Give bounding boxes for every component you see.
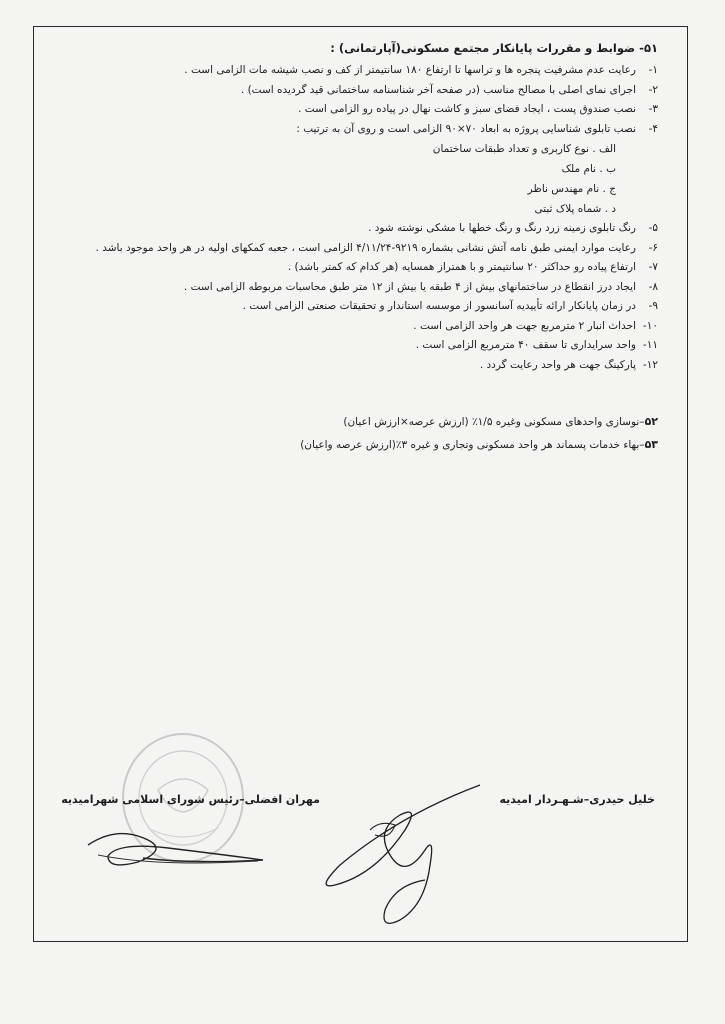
item-text: نصب تابلوی شناسایی پروژه به ابعاد ۷۰×۹۰ الزامی است و روی آن به ترتیب : [296,122,636,135]
list-item [46,258,658,278]
section-51 [46,40,658,375]
item-list-1 [46,61,658,139]
sub-item-list [46,139,658,219]
sub-item: ج . نام مهندس ناظر [527,183,616,195]
sub-item: ب . نام ملک [561,163,616,175]
section-53-text: –بهاء خدمات پسماند هر واحد مسکونی وتجاری و غیره ۳٪(ارزش عرصه واعیان) [300,439,645,451]
item-text: در زمان پایانکار ارائه تأییدیه آسانسور از موسسه استاندار و تحقیقات صنعتی الزامی است . [242,300,636,312]
item-number: ۱۱- [642,339,658,351]
item-text: ارتفاع پیاده رو حداکثر ۲۰ سانتیمتر و با همتراز همسایه (هر کدام که کمتر باشد) . [287,261,636,273]
item-text: واحد سرایداری تا سقف ۴۰ مترمربع الزامی است . [415,339,636,351]
item-text: اجرای نمای اصلی با مصالح مناسب (در صفحه آخر شناسنامه ساختمانی قید گردیده است) . [240,83,636,96]
list-item [46,297,658,317]
list-item [46,356,658,376]
item-text: احداث انبار ۲ مترمربع جهت هر واحد الزامی است . [413,319,636,332]
signature-mayor: خلیل حیدری–شـهـردار امیدیه [499,793,655,806]
item-text: پارکینگ جهت هر واحد رعایت گردد . [479,358,636,371]
item-number: ۴- [648,122,658,135]
item-number: ۶- [648,241,658,254]
item-text: رنگ تابلوی زمینه زرد رنگ و رنگ خطها با مشکی نوشته شود . [368,222,636,234]
list-item [46,120,658,140]
list-item [46,278,658,298]
item-number: ۹- [648,300,658,312]
item-number: ۸- [648,280,658,293]
item-text: ایجاد درز انقطاع در ساختمانهای بیش از ۴ طبقه یا بیش از ۱۲ متر طبق محاسبات مربوطه الزامی است . [183,280,636,293]
item-text: نصب صندوق پست ، ایجاد فضای سبز و کاشت نهال در پیاده رو الزامی است . [298,103,636,115]
list-item [46,317,658,337]
list-item [46,219,658,239]
item-number: ۷- [648,261,658,273]
item-text: رعایت موارد ایمنی طبق نامه آتش نشانی بشماره ۹۲۱۹-۴/۱۱/۲۴ الزامی است ، جعبه کمکهای اولیه در هر واحد موجود باشد . [95,241,636,254]
item-number: ۵- [648,222,658,234]
left-signature-icon [78,815,278,875]
item-number: ۱- [648,64,658,76]
sub-item: د . شماه پلاک ثبتی [534,203,616,215]
list-item [46,81,658,101]
item-number: ۳- [648,103,658,115]
item-number: ۱۰- [642,319,658,332]
item-number: ۱۲- [642,358,658,371]
list-item [46,61,658,81]
sub-item: الف . نوع کاربری و تعداد طبقات ساختمان [432,143,616,155]
section-52-line [46,412,658,432]
signature-council-head: مهران افضلی–رئیس شورای اسلامی شهرامیدیه [61,793,320,806]
section-53-line [46,435,658,455]
list-item [46,336,658,356]
list-item [46,239,658,259]
section-51-heading: ۵۱- ضوابط و مقررات پایانکار مجتمع مسکونی(آپارتمانی) : [330,41,658,55]
item-text: رعایت عدم مشرفیت پنجره ها و تراسها تا ارتفاع ۱۸۰ سانتیمتر از کف و نصب شیشه مات الزامی است . [184,64,636,76]
item-number: ۲- [648,83,658,96]
fees-section [46,412,658,458]
section-52-text: –نوسازی واحدهای مسکونی وغیره ۱/۵٪ (ارزش عرصه×ارزش اعیان) [343,416,645,428]
list-item [46,100,658,120]
item-list-2 [46,219,658,375]
section-53-num: ۵۳ [644,438,658,451]
section-52-num: ۵۲ [644,415,658,428]
